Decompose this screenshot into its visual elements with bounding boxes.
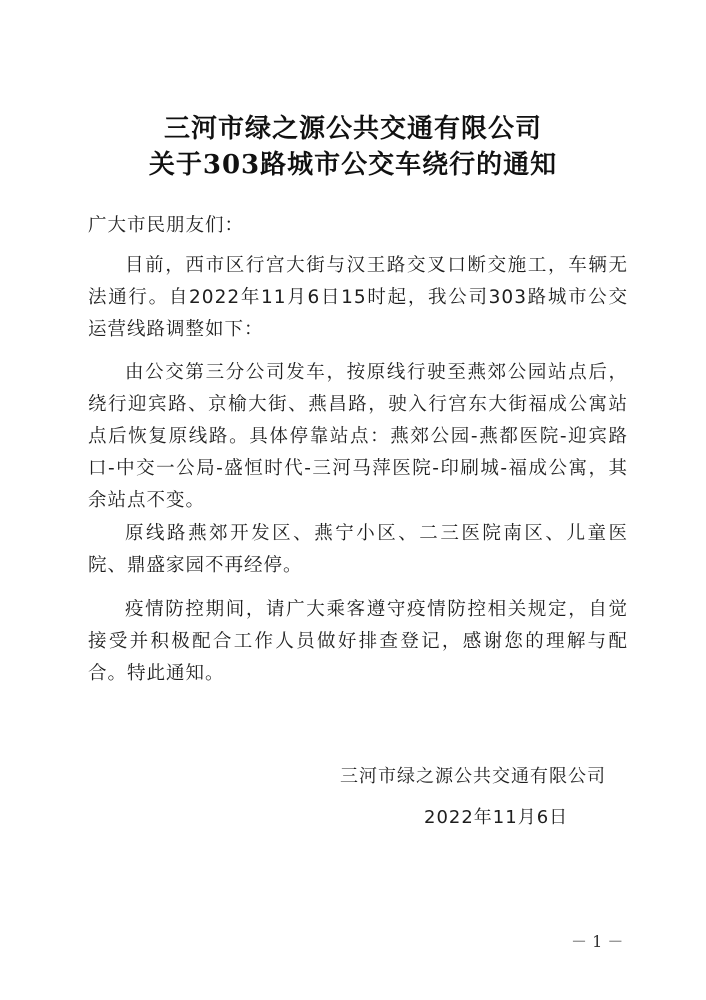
signature-date: 2022年11月6日 — [424, 807, 569, 828]
document-title-line-1: 三河市绿之源公共交通有限公司 — [163, 114, 542, 144]
paragraph-route-notice: 目前，西市区行宫大街与汉王路交叉口断交施工，车辆无法通行。自2022年11月6日15时起，我公司303路城市公交运营线路调整如下： — [88, 255, 628, 340]
signature-company: 三河市绿之源公共交通有限公司 — [340, 766, 606, 787]
paragraph-detour-stops: 由公交第三分公司发车，按原线行驶至燕郊公园站点后，绕行迎宾路、京榆大街、燕昌路，驶入行宫东大街福成公寓站点后恢复原线路。具体停靠站点：燕郊公园-燕都医院-迎宾路口-中交一公局-盛恒时代-三河马萍医院-印刷城-福成公寓，其余站点不变。 — [88, 362, 628, 511]
page-number: － 1 － — [571, 932, 624, 951]
paragraph-suspended-stops: 原线路燕郊开发区、燕宁小区、二三医院南区、儿童医院、鼎盛家园不再经停。 — [88, 523, 628, 576]
document-title-line-2: 关于303路城市公交车绕行的通知 — [148, 150, 558, 180]
paragraph-epidemic-notice: 疫情防控期间，请广大乘客遵守疫情防控相关规定，自觉接受并积极配合工作人员做好排查登记，感谢您的理解与配合。特此通知。 — [88, 599, 628, 684]
salutation: 广大市民朋友们： — [88, 215, 245, 236]
